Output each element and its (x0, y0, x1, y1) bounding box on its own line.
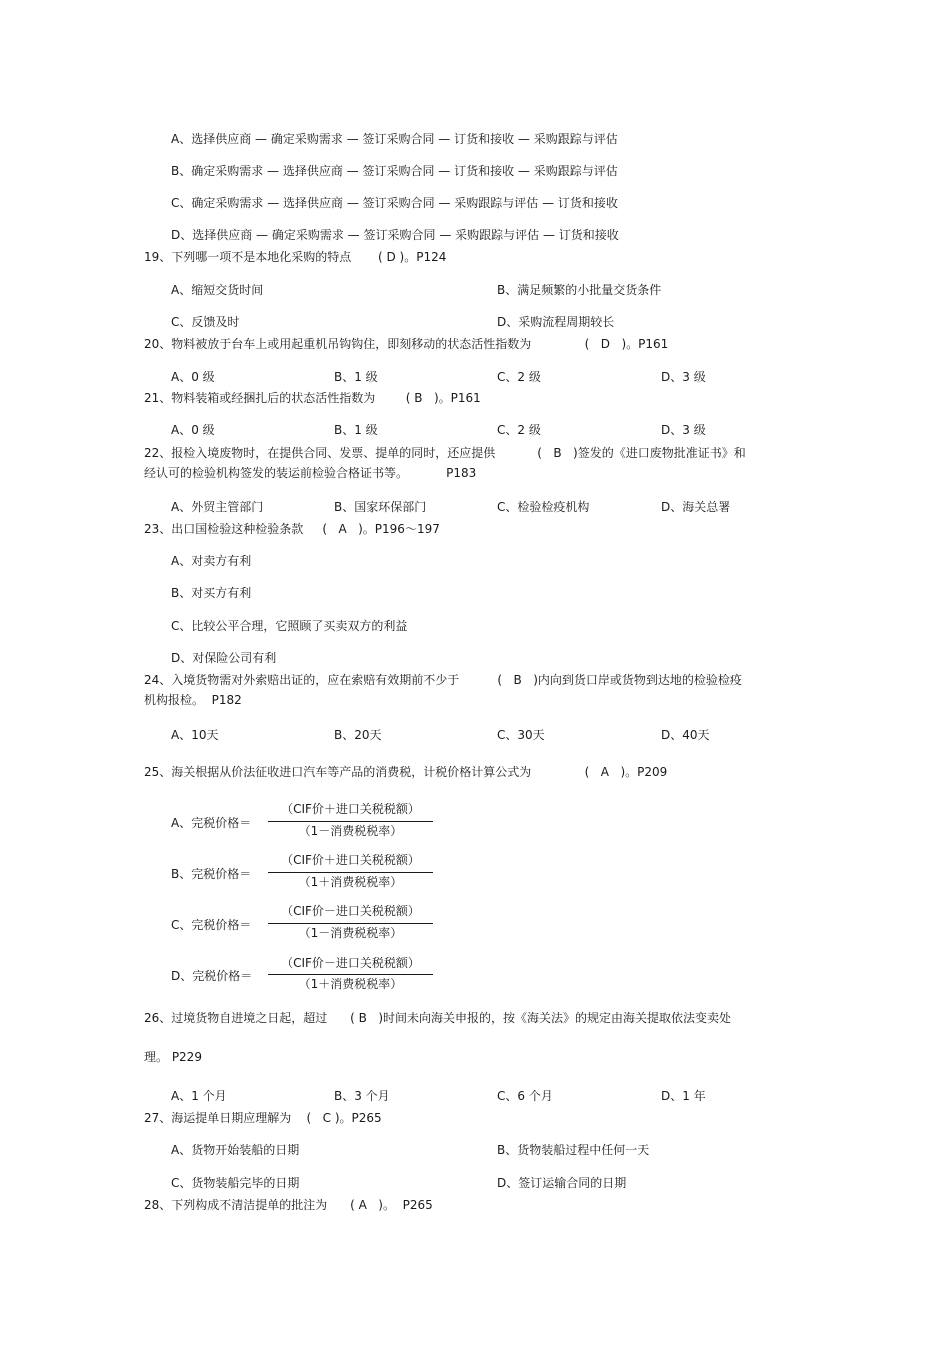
q22-stem-line1: 22、报检入境废物时，在提供合同、发票、提单的同时，还应提供 ( B )签发的《进口废物批准证书》和 (144, 446, 746, 460)
q19-stem: 19、下列哪一项不是本地化采购的特点 ( D )。P124 (144, 250, 447, 264)
q20-option-c: C、2 级 (497, 370, 541, 384)
formula-label: C、完税价格＝ (171, 918, 252, 932)
formula-denominator: （1＋消费税税率） (298, 875, 403, 889)
q24-option-d: D、40天 (661, 728, 710, 742)
formula-denominator: （1＋消费税税率） (298, 977, 403, 991)
q18-option-a: A、选择供应商 — 确定采购需求 — 签订采购合同 — 订货和接收 — 采购跟踪与评估 (171, 132, 618, 146)
q26-option-a: A、1 个月 (171, 1089, 227, 1103)
q22-stem-line2: 经认可的检验机构签发的装运前检验合格证书等。 P183 (144, 466, 477, 480)
q20-stem: 20、物料被放于台车上或用起重机吊钩钩住，即刻移动的状态活性指数为 ( D )。P161 (144, 337, 669, 351)
fraction-bar (268, 923, 433, 924)
q26-stem-line1: 26、过境货物自进境之日起，超过 ( B )时间未向海关申报的，按《海关法》的规定由海关提取依法变卖处 (144, 1011, 732, 1025)
q23-option-a: A、对卖方有利 (171, 554, 252, 568)
q27-stem: 27、海运提单日期应理解为 ( C )。P265 (144, 1111, 382, 1125)
q23-option-c: C、比较公平合理，它照顾了买卖双方的利益 (171, 619, 408, 633)
q24-option-a: A、10天 (171, 728, 219, 742)
fraction-bar (268, 821, 433, 822)
q18-option-c: C、确定采购需求 — 选择供应商 — 签订采购合同 — 采购跟踪与评估 — 订货和接收 (171, 196, 618, 210)
q22-option-c: C、检验检疫机构 (497, 500, 590, 514)
q20-option-d: D、3 级 (661, 370, 706, 384)
formula-denominator: （1－消费税税率） (298, 926, 403, 940)
q25-stem: 25、海关根据从价法征收进口汽车等产品的消费税，计税价格计算公式为 ( A )。P209 (144, 765, 668, 779)
q23-option-b: B、对买方有利 (171, 586, 252, 600)
fraction-bar (268, 872, 433, 873)
q21-stem: 21、物料装箱或经捆扎后的状态活性指数为 ( B )。P161 (144, 391, 481, 405)
q27-option-a: A、货物开始装船的日期 (171, 1143, 300, 1157)
q27-option-c: C、货物装船完毕的日期 (171, 1176, 300, 1190)
q24-option-b: B、20天 (334, 728, 382, 742)
formula-numerator: （CIF价＋进口关税税额） (281, 853, 420, 867)
q24-stem-line2: 机构报检。 P182 (144, 693, 242, 707)
q26-option-b: B、3 个月 (334, 1089, 390, 1103)
q20-option-b: B、1 级 (334, 370, 378, 384)
q24-stem-line1: 24、入境货物需对外索赔出证的，应在索赔有效期前不少于 ( B )内向到货口岸或货物到达地的检验检疫 (144, 673, 742, 687)
q21-option-b: B、1 级 (334, 423, 378, 437)
q22-option-b: B、国家环保部门 (334, 500, 427, 514)
q19-option-b: B、满足频繁的小批量交货条件 (497, 283, 662, 297)
q23-option-d: D、对保险公司有利 (171, 651, 277, 665)
q21-option-c: C、2 级 (497, 423, 541, 437)
q18-option-b: B、确定采购需求 — 选择供应商 — 签订采购合同 — 订货和接收 — 采购跟踪与评估 (171, 164, 618, 178)
q28-stem: 28、下列构成不清洁提单的批注为 ( A )。 P265 (144, 1198, 433, 1212)
q26-option-d: D、1 年 (661, 1089, 706, 1103)
q21-option-d: D、3 级 (661, 423, 706, 437)
q27-option-d: D、签订运输合同的日期 (497, 1176, 627, 1190)
fraction-bar (268, 974, 433, 975)
formula-numerator: （CIF价－进口关税税额） (281, 904, 420, 918)
q23-stem: 23、出口国检验这种检验条款 ( A )。P196～197 (144, 522, 440, 536)
q20-option-a: A、0 级 (171, 370, 215, 384)
q22-option-d: D、海关总署 (661, 500, 731, 514)
q19-option-a: A、缩短交货时间 (171, 283, 264, 297)
q22-option-a: A、外贸主管部门 (171, 500, 264, 514)
q18-option-d: D、选择供应商 — 确定采购需求 — 签订采购合同 — 采购跟踪与评估 — 订货和接收 (171, 228, 619, 242)
formula-label: A、完税价格＝ (171, 816, 252, 830)
formula-label: B、完税价格＝ (171, 867, 252, 881)
formula-numerator: （CIF价＋进口关税税额） (281, 802, 420, 816)
q24-option-c: C、30天 (497, 728, 545, 742)
formula-denominator: （1－消费税税率） (298, 824, 403, 838)
q19-option-d: D、采购流程周期较长 (497, 315, 615, 329)
q27-option-b: B、货物装船过程中任何一天 (497, 1143, 650, 1157)
q21-option-a: A、0 级 (171, 423, 215, 437)
q19-option-c: C、反馈及时 (171, 315, 240, 329)
formula-numerator: （CIF价－进口关税税额） (281, 956, 420, 970)
q26-option-c: C、6 个月 (497, 1089, 553, 1103)
q26-stem-line2: 理。 P229 (144, 1050, 202, 1064)
formula-label: D、完税价格＝ (171, 969, 253, 983)
